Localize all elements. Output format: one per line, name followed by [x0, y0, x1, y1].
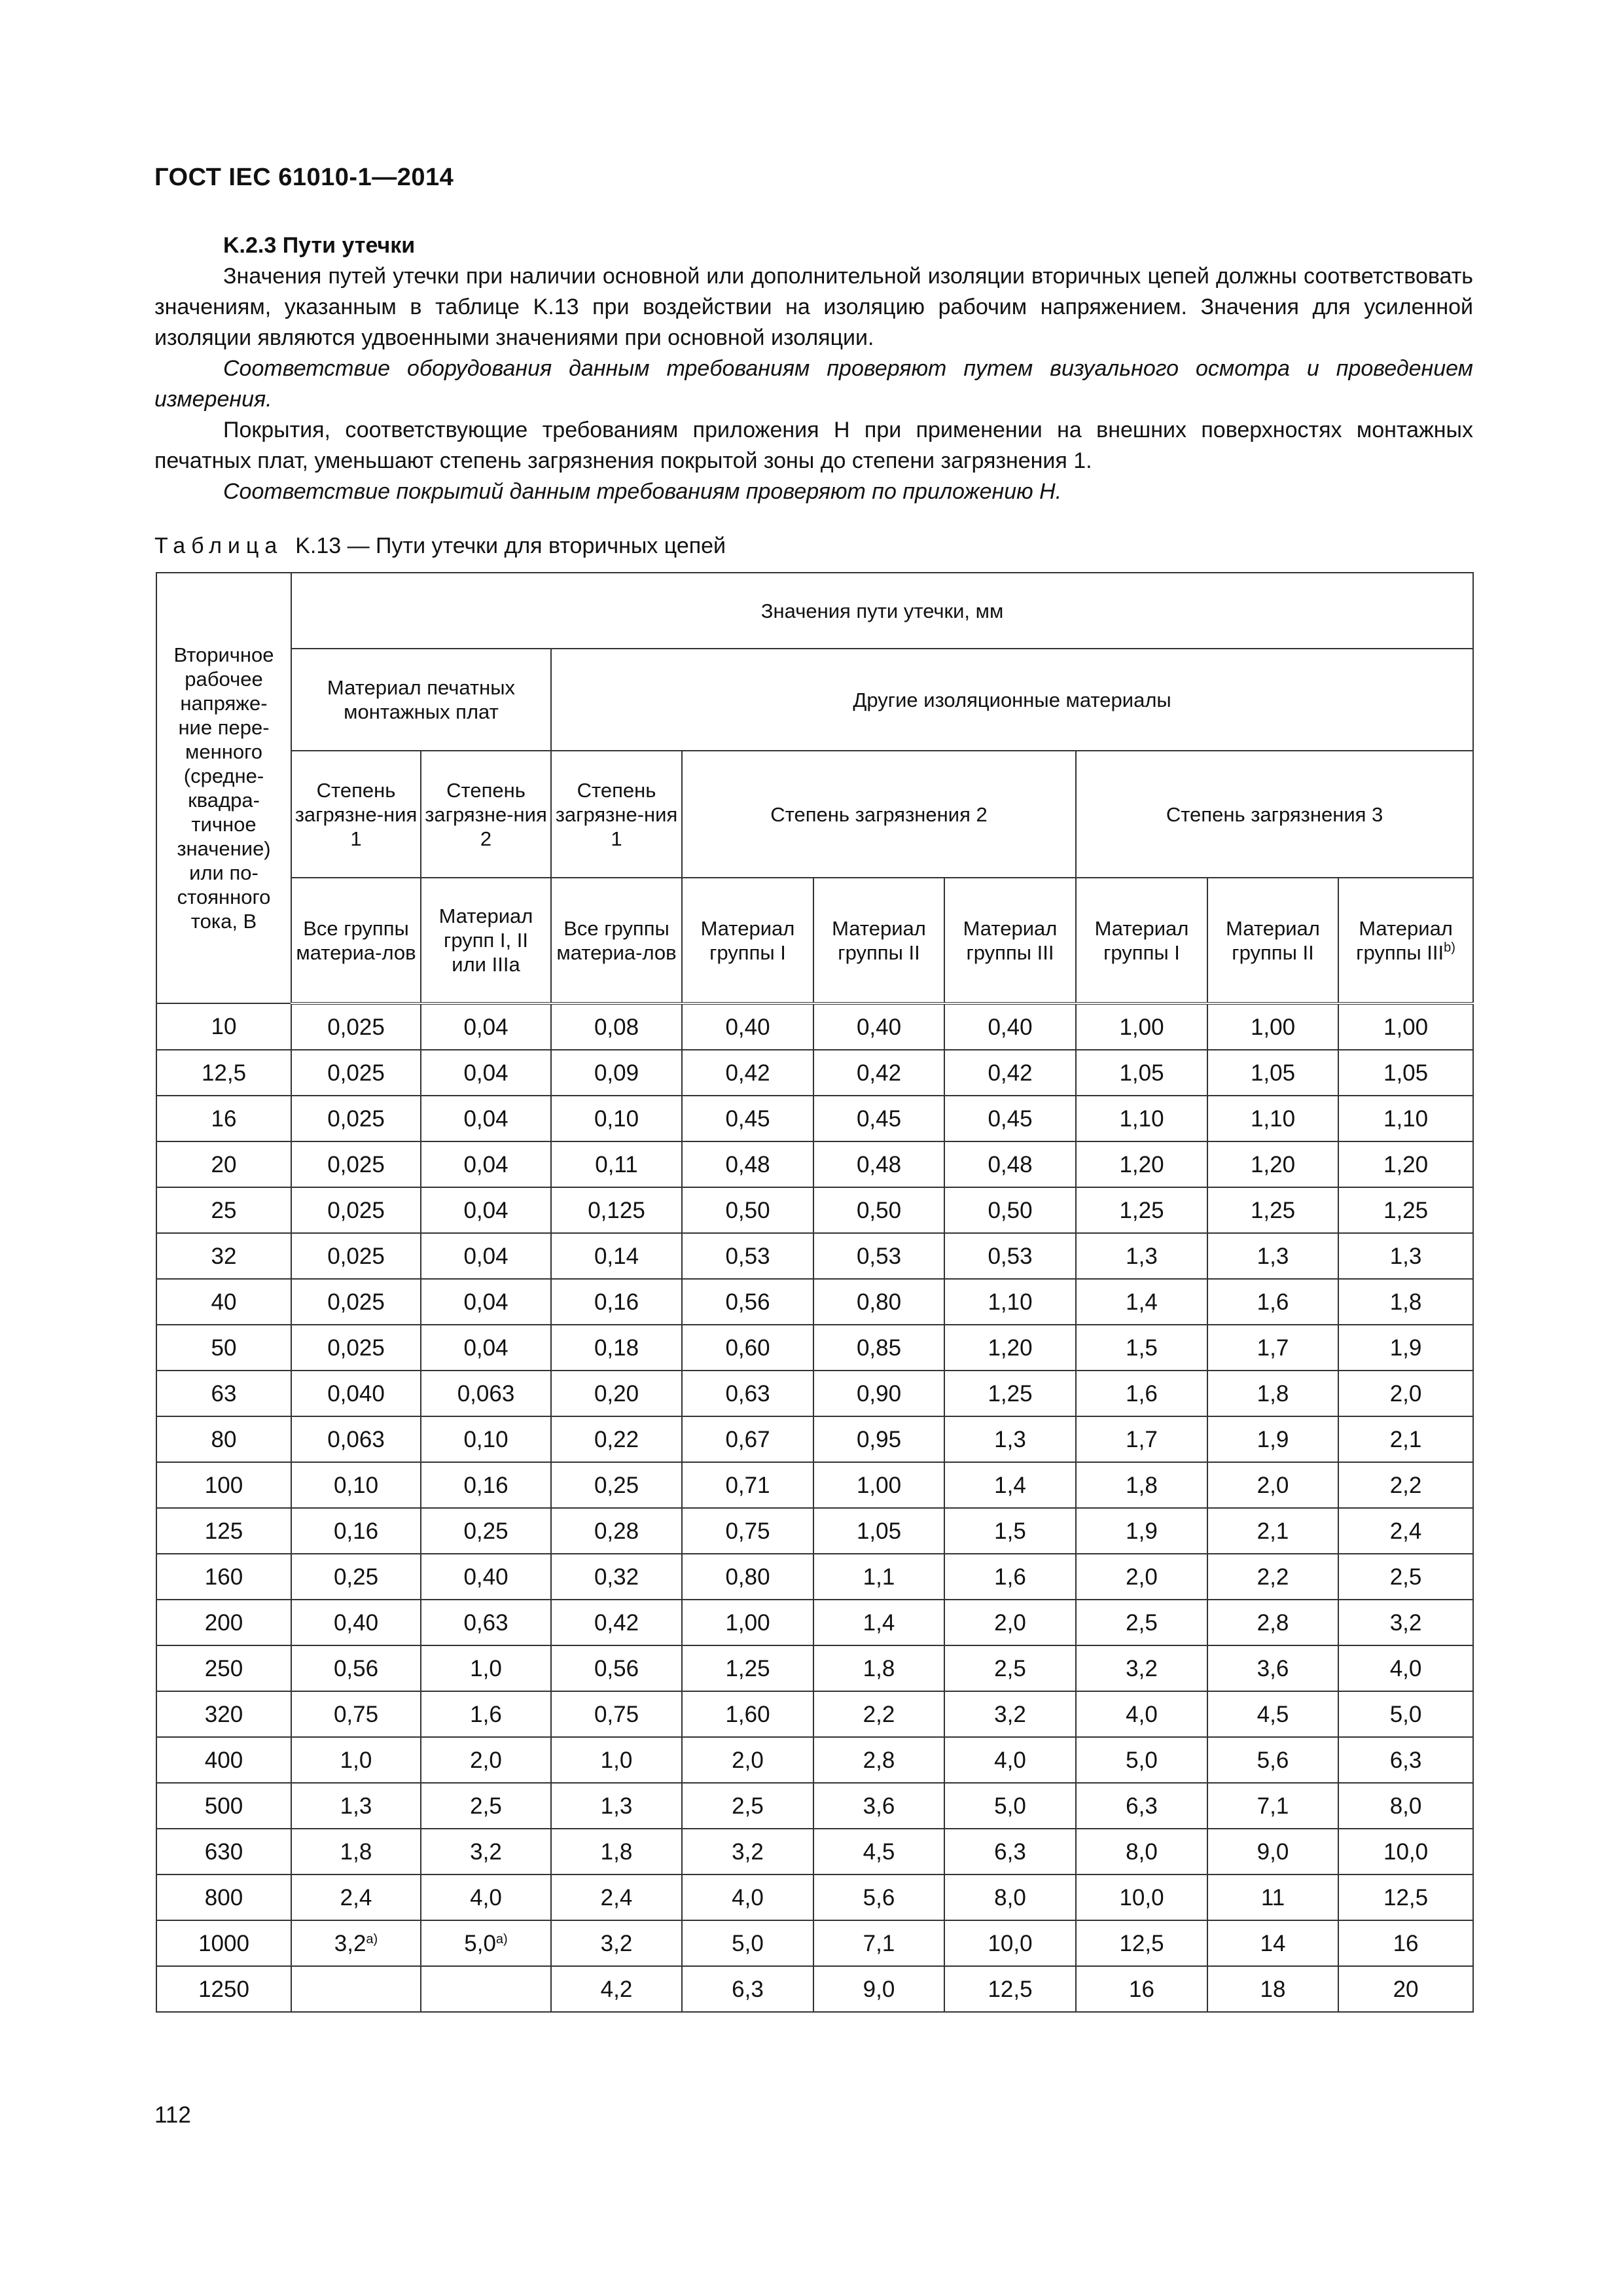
creepage-cell: 0,25: [291, 1554, 421, 1600]
table-row: [156, 1508, 1473, 1554]
creepage-cell: 2,0: [1338, 1371, 1473, 1416]
creepage-cell: 1,25: [682, 1645, 813, 1691]
creepage-cell: 0,40: [291, 1600, 421, 1645]
voltage-cell: 63: [156, 1371, 291, 1416]
creepage-cell: 0,14: [551, 1233, 682, 1279]
document-header: ГОСТ IEC 61010-1—2014: [154, 164, 454, 191]
creepage-cell: 0,025: [291, 1050, 421, 1096]
creepage-cell: 0,025: [291, 1325, 421, 1371]
table-row: [156, 1371, 1473, 1416]
creepage-cell: 0,11: [551, 1141, 682, 1187]
creepage-cell: 10,0: [944, 1920, 1076, 1966]
creepage-cell: 1,4: [813, 1600, 944, 1645]
creepage-cell: 1,00: [1076, 1003, 1207, 1050]
header-mg-i-pd2: Материал группы I: [682, 878, 813, 1003]
creepage-cell: 1,60: [682, 1691, 813, 1737]
creepage-cell: 0,40: [421, 1554, 551, 1600]
creepage-cell: 2,0: [1076, 1554, 1207, 1600]
creepage-cell: 4,5: [1207, 1691, 1338, 1737]
creepage-cell: 3,2: [682, 1829, 813, 1874]
creepage-cell: [291, 1920, 421, 1966]
creepage-cell: 0,67: [682, 1416, 813, 1462]
creepage-cell: 12,5: [944, 1966, 1076, 2012]
creepage-cell: 16: [1076, 1966, 1207, 2012]
header-mg-iii-pd3: [1338, 878, 1473, 1003]
voltage-cell: 400: [156, 1737, 291, 1783]
creepage-cell: 2,5: [421, 1783, 551, 1829]
creepage-cell: 0,53: [682, 1233, 813, 1279]
creepage-cell: 2,4: [291, 1874, 421, 1920]
table-row: [156, 1645, 1473, 1691]
creepage-cell: 1,8: [1076, 1462, 1207, 1508]
header-voltage: Вторичное рабочее напряже-ние пере-менного (средне-квадра-тичное значение) или по-стоянного тока, В: [156, 573, 291, 1003]
creepage-cell: 0,50: [682, 1187, 813, 1233]
creepage-cell: 0,063: [421, 1371, 551, 1416]
creepage-cell: 2,8: [813, 1737, 944, 1783]
creepage-cell: 0,20: [551, 1371, 682, 1416]
creepage-cell: 0,56: [551, 1645, 682, 1691]
creepage-cell: 1,25: [1207, 1187, 1338, 1233]
creepage-cell: 1,10: [944, 1279, 1076, 1325]
creepage-cell: 0,10: [421, 1416, 551, 1462]
voltage-cell: 16: [156, 1096, 291, 1141]
creepage-cell: 8,0: [944, 1874, 1076, 1920]
creepage-cell: 1,8: [291, 1829, 421, 1874]
creepage-cell: 2,0: [421, 1737, 551, 1783]
creepage-cell: 2,4: [1338, 1508, 1473, 1554]
creepage-cell: 1,05: [1207, 1050, 1338, 1096]
creepage-cell: 1,9: [1207, 1416, 1338, 1462]
creepage-cell: 9,0: [813, 1966, 944, 2012]
creepage-cell: 11: [1207, 1874, 1338, 1920]
header-other-materials: Другие изоляционные материалы: [551, 649, 1473, 751]
voltage-cell: 160: [156, 1554, 291, 1600]
creepage-cell: 1,00: [813, 1462, 944, 1508]
creepage-cell: 2,0: [682, 1737, 813, 1783]
creepage-cell: 1,3: [291, 1783, 421, 1829]
table-row: [156, 1325, 1473, 1371]
creepage-cell: 0,04: [421, 1187, 551, 1233]
table-row: [156, 1233, 1473, 1279]
creepage-cell: 5,0: [682, 1920, 813, 1966]
creepage-cell: 6,3: [944, 1829, 1076, 1874]
creepage-cell: 0,25: [551, 1462, 682, 1508]
table-row: [156, 1187, 1473, 1233]
creepage-cell: 4,5: [813, 1829, 944, 1874]
creepage-cell: 2,1: [1338, 1416, 1473, 1462]
voltage-cell: 50: [156, 1325, 291, 1371]
voltage-cell: 1000: [156, 1920, 291, 1966]
creepage-cell: 1,7: [1207, 1325, 1338, 1371]
section-heading: K.2.3 Пути утечки: [223, 233, 416, 258]
creepage-cell: 1,6: [944, 1554, 1076, 1600]
creepage-cell: 16: [1338, 1920, 1473, 1966]
paragraph: Значения путей утечки при наличии основной или дополнительной изоляции вторичных цепей должны соответствовать значениям, указанным в таблице K.13 при воздействии на изоляцию рабочим напряжением. Значения для усиленной изоляции являются удвоенными значениями при основной изоляции.: [154, 264, 1473, 350]
creepage-cell: 0,42: [944, 1050, 1076, 1096]
creepage-cell: 0,04: [421, 1141, 551, 1187]
creepage-cell: 1,10: [1076, 1096, 1207, 1141]
table-row: [156, 1737, 1473, 1783]
table-row: [156, 1920, 1473, 1966]
creepage-cell: [291, 1966, 421, 2012]
header-creepage-values: Значения пути утечки, мм: [291, 573, 1473, 649]
header-pcb-pd1: Степень загрязне-ния 1: [291, 751, 421, 878]
creepage-cell: 0,95: [813, 1416, 944, 1462]
creepage-cell: 0,10: [551, 1096, 682, 1141]
section-text: [154, 230, 1473, 507]
creepage-cell: 3,2: [1076, 1645, 1207, 1691]
creepage-cell: 0,025: [291, 1096, 421, 1141]
creepage-cell: 1,1: [813, 1554, 944, 1600]
creepage-cell: 1,8: [551, 1829, 682, 1874]
table-body: [156, 1003, 1473, 2012]
creepage-cell: 5,0: [1338, 1691, 1473, 1737]
table-caption-text: K.13 — Пути утечки для вторичных цепей: [295, 533, 726, 558]
creepage-cell: 1,10: [1338, 1096, 1473, 1141]
header-other-pd3: Степень загрязнения 3: [1076, 751, 1473, 878]
creepage-cell: 7,1: [1207, 1783, 1338, 1829]
header-pcb-pd2: Степень загрязне-ния 2: [421, 751, 551, 878]
creepage-cell: 0,45: [813, 1096, 944, 1141]
voltage-cell: 250: [156, 1645, 291, 1691]
paragraph: Покрытия, соответствующие требованиям приложения H при применении на внешних поверхностях монтажных печатных плат, уменьшают степень загрязнения покрытой зоны до степени загрязнения 1.: [154, 418, 1473, 473]
creepage-cell: 3,2: [551, 1920, 682, 1966]
creepage-cell: 1,20: [1076, 1141, 1207, 1187]
creepage-cell: 3,2: [944, 1691, 1076, 1737]
creepage-cell: 1,9: [1076, 1508, 1207, 1554]
creepage-cell: 5,6: [1207, 1737, 1338, 1783]
voltage-cell: 100: [156, 1462, 291, 1508]
voltage-cell: 630: [156, 1829, 291, 1874]
table-caption: [154, 533, 726, 559]
table-row: [156, 1829, 1473, 1874]
creepage-cell: 1,4: [944, 1462, 1076, 1508]
table-row: [156, 1691, 1473, 1737]
voltage-cell: 32: [156, 1233, 291, 1279]
creepage-cell: 0,40: [944, 1003, 1076, 1050]
table-row: [156, 1600, 1473, 1645]
creepage-cell: 2,1: [1207, 1508, 1338, 1554]
creepage-cell: 0,025: [291, 1003, 421, 1050]
creepage-cell: 18: [1207, 1966, 1338, 2012]
page-number: 112: [154, 2102, 191, 2128]
table-row: [156, 1462, 1473, 1508]
voltage-cell: 40: [156, 1279, 291, 1325]
creepage-cell: 0,90: [813, 1371, 944, 1416]
creepage-cell: 0,09: [551, 1050, 682, 1096]
creepage-cell: 1,8: [1338, 1279, 1473, 1325]
creepage-cell: 0,80: [682, 1554, 813, 1600]
creepage-cell: 5,0: [1076, 1737, 1207, 1783]
table-row: [156, 1783, 1473, 1829]
creepage-cell: 0,45: [944, 1096, 1076, 1141]
creepage-cell: 1,20: [1207, 1141, 1338, 1187]
creepage-cell: 0,125: [551, 1187, 682, 1233]
creepage-cell: 1,0: [421, 1645, 551, 1691]
creepage-cell: 1,05: [1076, 1050, 1207, 1096]
creepage-cell: 1,20: [944, 1325, 1076, 1371]
creepage-cell: 1,6: [1076, 1371, 1207, 1416]
voltage-cell: 200: [156, 1600, 291, 1645]
table-row: [156, 1141, 1473, 1187]
creepage-cell: 0,48: [682, 1141, 813, 1187]
creepage-cell: 3,6: [1207, 1645, 1338, 1691]
paragraph: Соответствие оборудования данным требованиям проверяют путем визуального осмотра и проведением измерения.: [154, 356, 1473, 412]
voltage-cell: 500: [156, 1783, 291, 1829]
creepage-cell: 9,0: [1207, 1829, 1338, 1874]
voltage-cell: 12,5: [156, 1050, 291, 1096]
creepage-cell: 1,3: [944, 1416, 1076, 1462]
creepage-cell: 4,0: [1076, 1691, 1207, 1737]
creepage-cell: 0,71: [682, 1462, 813, 1508]
creepage-cell: 0,45: [682, 1096, 813, 1141]
paragraph: Соответствие покрытий данным требованиям проверяют по приложению H.: [223, 479, 1062, 504]
creepage-cell: 1,5: [944, 1508, 1076, 1554]
creepage-cell: 1,10: [1207, 1096, 1338, 1141]
header-mg-ii-pd2: Материал группы II: [813, 878, 944, 1003]
creepage-cell: 1,3: [551, 1783, 682, 1829]
creepage-cell: 12,5: [1076, 1920, 1207, 1966]
creepage-cell: 1,00: [682, 1600, 813, 1645]
creepage-cell: 1,8: [813, 1645, 944, 1691]
creepage-cell: 0,42: [813, 1050, 944, 1096]
creepage-cell: 0,85: [813, 1325, 944, 1371]
creepage-cell: 1,20: [1338, 1141, 1473, 1187]
creepage-cell: 0,63: [421, 1600, 551, 1645]
header-mg-iii-pd3-label: Материал группы III: [1356, 916, 1453, 964]
creepage-cell: 6,3: [682, 1966, 813, 2012]
creepage-cell: 2,2: [813, 1691, 944, 1737]
creepage-cell: 4,2: [551, 1966, 682, 2012]
creepage-cell: 5,6: [813, 1874, 944, 1920]
creepage-cell: 0,025: [291, 1279, 421, 1325]
creepage-cell: 0,25: [421, 1508, 551, 1554]
creepage-cell: 1,05: [1338, 1050, 1473, 1096]
header-all-groups-other: Все группы материа-лов: [551, 878, 682, 1003]
creepage-cell: 14: [1207, 1920, 1338, 1966]
creepage-cell: 1,0: [551, 1737, 682, 1783]
creepage-cell: 0,50: [944, 1187, 1076, 1233]
table-caption-word: Таблица: [154, 533, 283, 558]
creepage-cell: 0,16: [291, 1508, 421, 1554]
creepage-cell: 0,56: [291, 1645, 421, 1691]
creepage-cell: 0,42: [682, 1050, 813, 1096]
creepage-cell: 1,6: [421, 1691, 551, 1737]
creepage-cell: 2,2: [1207, 1554, 1338, 1600]
creepage-cell: 0,42: [551, 1600, 682, 1645]
creepage-cell: 0,40: [813, 1003, 944, 1050]
creepage-cell: 4,0: [1338, 1645, 1473, 1691]
header-other-pd1: Степень загрязне-ния 1: [551, 751, 682, 878]
creepage-cell: 0,18: [551, 1325, 682, 1371]
creepage-cell: 0,53: [813, 1233, 944, 1279]
creepage-cell: 4,0: [421, 1874, 551, 1920]
creepage-cell: 1,25: [1338, 1187, 1473, 1233]
creepage-cell: 0,16: [551, 1279, 682, 1325]
creepage-cell: 4,0: [682, 1874, 813, 1920]
creepage-cell: 2,5: [944, 1645, 1076, 1691]
voltage-cell: 125: [156, 1508, 291, 1554]
creepage-cell: 0,063: [291, 1416, 421, 1462]
creepage-cell: 0,80: [813, 1279, 944, 1325]
footnote-marker-a: a): [366, 1931, 378, 1946]
creepage-cell: 6,3: [1338, 1737, 1473, 1783]
creepage-cell: 1,05: [813, 1508, 944, 1554]
creepage-table: [156, 572, 1474, 2013]
creepage-cell: 0,40: [682, 1003, 813, 1050]
creepage-cell: 7,1: [813, 1920, 944, 1966]
creepage-cell: 0,08: [551, 1003, 682, 1050]
creepage-cell: 3,2: [1338, 1600, 1473, 1645]
creepage-cell: [421, 1920, 551, 1966]
creepage-cell: 0,025: [291, 1141, 421, 1187]
creepage-cell: 0,025: [291, 1187, 421, 1233]
creepage-cell: 1,5: [1076, 1325, 1207, 1371]
creepage-cell: [421, 1966, 551, 2012]
voltage-cell: 800: [156, 1874, 291, 1920]
creepage-cell: 1,3: [1076, 1233, 1207, 1279]
creepage-cell: 6,3: [1076, 1783, 1207, 1829]
header-pcb-material: Материал печатных монтажных плат: [291, 649, 551, 751]
header-mg-iii-pd2: Материал группы III: [944, 878, 1076, 1003]
creepage-cell: 1,25: [1076, 1187, 1207, 1233]
creepage-cell: 0,75: [682, 1508, 813, 1554]
creepage-cell: 2,5: [682, 1783, 813, 1829]
creepage-cell: 1,7: [1076, 1416, 1207, 1462]
creepage-cell: 0,48: [944, 1141, 1076, 1187]
creepage-cell: 0,04: [421, 1003, 551, 1050]
creepage-cell: 0,32: [551, 1554, 682, 1600]
creepage-cell: 0,04: [421, 1233, 551, 1279]
table-row: [156, 1874, 1473, 1920]
header-other-pd2: Степень загрязнения 2: [682, 751, 1076, 878]
table-row: [156, 1966, 1473, 2012]
creepage-cell: 10,0: [1076, 1874, 1207, 1920]
creepage-cell: 8,0: [1076, 1829, 1207, 1874]
creepage-cell: 0,10: [291, 1462, 421, 1508]
voltage-cell: 320: [156, 1691, 291, 1737]
table-row: [156, 1096, 1473, 1141]
footnote-marker-a: a): [495, 1931, 508, 1946]
creepage-cell: 2,4: [551, 1874, 682, 1920]
creepage-cell: 2,8: [1207, 1600, 1338, 1645]
creepage-cell: 1,0: [291, 1737, 421, 1783]
creepage-cell: 1,25: [944, 1371, 1076, 1416]
creepage-cell: 0,75: [291, 1691, 421, 1737]
creepage-cell: 2,2: [1338, 1462, 1473, 1508]
voltage-cell: 10: [156, 1003, 291, 1050]
header-mg-ii-pd3: Материал группы II: [1207, 878, 1338, 1003]
voltage-cell: 80: [156, 1416, 291, 1462]
creepage-cell: 0,53: [944, 1233, 1076, 1279]
header-all-groups-pcb: Все группы материа-лов: [291, 878, 421, 1003]
creepage-cell: 8,0: [1338, 1783, 1473, 1829]
voltage-cell: 20: [156, 1141, 291, 1187]
creepage-cell: 1,00: [1338, 1003, 1473, 1050]
voltage-cell: 1250: [156, 1966, 291, 2012]
voltage-cell: 25: [156, 1187, 291, 1233]
header-mg-i-pd3: Материал группы I: [1076, 878, 1207, 1003]
creepage-cell: 0,22: [551, 1416, 682, 1462]
footnote-marker-b: b): [1444, 940, 1455, 955]
creepage-cell: 3,2: [421, 1829, 551, 1874]
creepage-cell: 1,3: [1338, 1233, 1473, 1279]
table-row: [156, 1554, 1473, 1600]
creepage-cell: 0,48: [813, 1141, 944, 1187]
creepage-cell: 10,0: [1338, 1829, 1473, 1874]
creepage-cell: 0,04: [421, 1325, 551, 1371]
creepage-cell: 0,63: [682, 1371, 813, 1416]
creepage-cell: 1,6: [1207, 1279, 1338, 1325]
creepage-cell: 0,040: [291, 1371, 421, 1416]
creepage-cell: 2,5: [1338, 1554, 1473, 1600]
creepage-cell: 2,0: [1207, 1462, 1338, 1508]
creepage-cell: 0,56: [682, 1279, 813, 1325]
creepage-cell: 0,60: [682, 1325, 813, 1371]
creepage-cell: 0,75: [551, 1691, 682, 1737]
header-groups-i-ii-iiia: Материал групп I, II или IIIa: [421, 878, 551, 1003]
creepage-cell: 5,0: [944, 1783, 1076, 1829]
creepage-cell: 4,0: [944, 1737, 1076, 1783]
creepage-cell: 1,9: [1338, 1325, 1473, 1371]
cell-value: 5,0: [464, 1930, 496, 1956]
creepage-cell: 0,025: [291, 1233, 421, 1279]
creepage-cell: 2,5: [1076, 1600, 1207, 1645]
creepage-cell: 0,28: [551, 1508, 682, 1554]
creepage-cell: 12,5: [1338, 1874, 1473, 1920]
creepage-cell: 0,04: [421, 1279, 551, 1325]
table-row: [156, 1416, 1473, 1462]
creepage-cell: 2,0: [944, 1600, 1076, 1645]
creepage-cell: 0,04: [421, 1096, 551, 1141]
table-row: [156, 1003, 1473, 1050]
creepage-cell: 1,00: [1207, 1003, 1338, 1050]
creepage-cell: 20: [1338, 1966, 1473, 2012]
creepage-cell: 1,3: [1207, 1233, 1338, 1279]
creepage-cell: 1,8: [1207, 1371, 1338, 1416]
creepage-cell: 0,50: [813, 1187, 944, 1233]
creepage-cell: 3,6: [813, 1783, 944, 1829]
cell-value: 3,2: [334, 1930, 366, 1956]
creepage-cell: 0,04: [421, 1050, 551, 1096]
table-row: [156, 1279, 1473, 1325]
creepage-cell: 0,16: [421, 1462, 551, 1508]
table-head: [156, 573, 1473, 1003]
table-row: [156, 1050, 1473, 1096]
creepage-cell: 1,4: [1076, 1279, 1207, 1325]
